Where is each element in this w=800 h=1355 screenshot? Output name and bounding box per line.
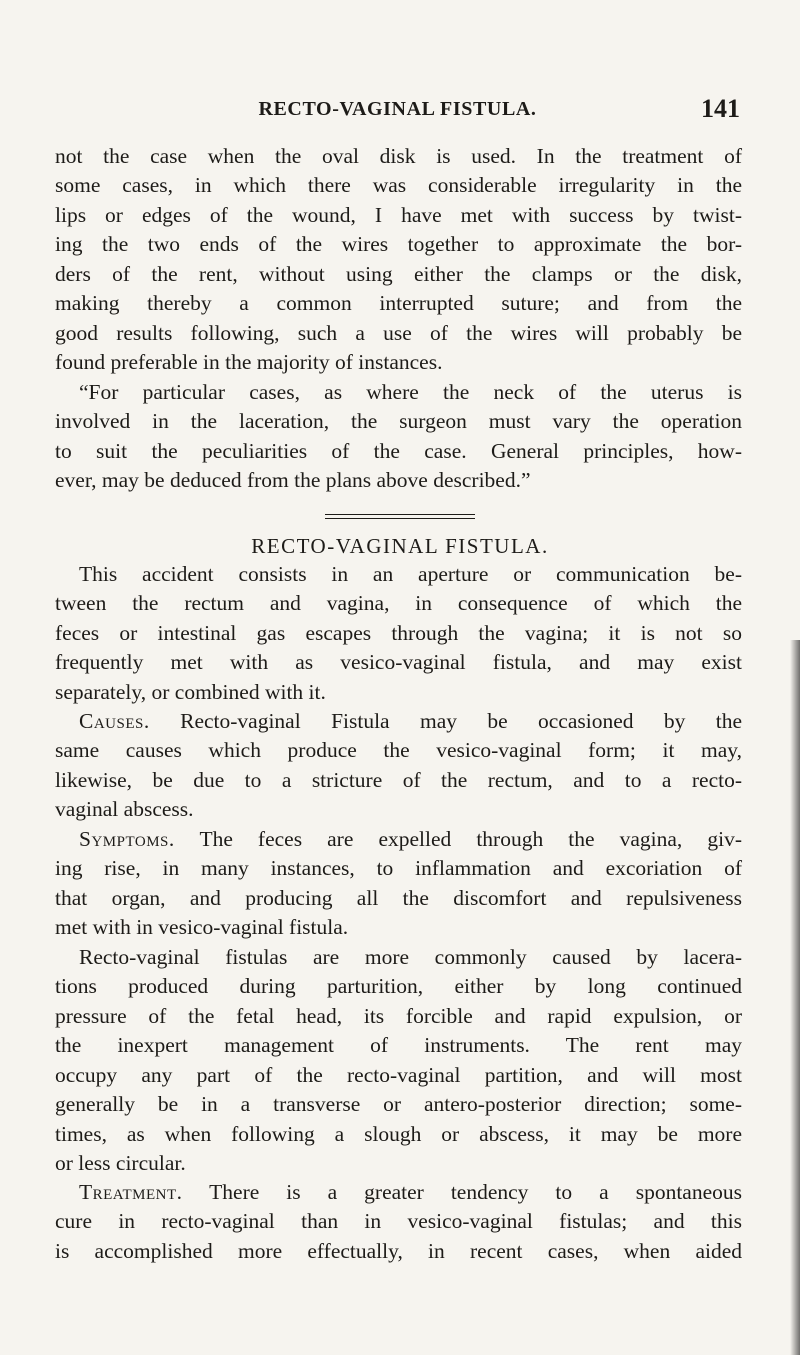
text-line: times, as when following a slough or abscess, it may be more bbox=[55, 1121, 742, 1146]
text-line: occupy any part of the recto-vaginal partition, and will most bbox=[55, 1062, 742, 1087]
treatment-first-line: There is a greater tendency to a spontaneous bbox=[209, 1180, 742, 1204]
paragraph-continuation bbox=[55, 142, 742, 378]
text-line: This accident consists in an aperture or communication be- bbox=[79, 562, 742, 586]
text-line bbox=[55, 707, 742, 736]
treatment-label: Treatment. bbox=[79, 1180, 183, 1204]
text-line bbox=[55, 1178, 742, 1207]
divider-line bbox=[325, 514, 475, 515]
divider-line bbox=[325, 518, 475, 519]
section-heading: RECTO-VAGINAL FISTULA. bbox=[251, 534, 549, 558]
causes-label: Causes. bbox=[79, 709, 150, 733]
text-line: separately, or combined with it. bbox=[55, 679, 326, 704]
text-line: ing rise, in many instances, to inflammation and excoriation of bbox=[55, 856, 742, 881]
text-line: pressure of the fetal head, its forcible and rapid expulsion, or bbox=[55, 1003, 742, 1028]
paragraph-causes bbox=[55, 707, 742, 825]
text-line: some cases, in which there was considerable irregularity in the bbox=[55, 173, 742, 198]
text-line: not the case when the oval disk is used. In the treatment of bbox=[55, 144, 742, 168]
text-line: same causes which produce the vesico-vaginal form; it may, bbox=[55, 738, 742, 763]
text-line: tween the rectum and vagina, in consequence of which the bbox=[55, 591, 742, 616]
text-line: tions produced during parturition, either by long continued bbox=[55, 974, 742, 999]
text-line: found preferable in the majority of instances. bbox=[55, 350, 443, 375]
text-line: likewise, be due to a stricture of the rectum, and to a recto- bbox=[55, 767, 742, 792]
text-line: that organ, and producing all the discomfort and repulsiveness bbox=[55, 885, 742, 910]
text-line: good results following, such a use of the wires will probably be bbox=[55, 320, 742, 345]
text-line: Recto-vaginal fistulas are more commonly caused by lacera- bbox=[79, 945, 742, 969]
text-line: “For particular cases, as where the neck of the uterus is bbox=[79, 380, 742, 404]
text-line: involved in the laceration, the surgeon must vary the operation bbox=[55, 409, 742, 434]
text-line: the inexpert management of instruments. The rent may bbox=[55, 1033, 742, 1058]
text-line: ever, may be deduced from the plans above described.” bbox=[55, 468, 531, 493]
text-line: or less circular. bbox=[55, 1151, 186, 1176]
text-line: is accomplished more effectually, in recent cases, when aided bbox=[55, 1238, 742, 1263]
symptoms-label: Symptoms. bbox=[79, 827, 175, 851]
text-line: generally be in a transverse or antero-posterior direction; some- bbox=[55, 1092, 742, 1117]
running-title: RECTO-VAGINAL FISTULA. bbox=[258, 98, 537, 120]
text-line: frequently met with as vesico-vaginal fistula, and may exist bbox=[55, 650, 742, 675]
text-line: ing the two ends of the wires together to approximate the bor- bbox=[55, 232, 742, 257]
text-line: met with in vesico-vaginal fistula. bbox=[55, 915, 349, 940]
text-line: to suit the peculiarities of the case. General principles, how- bbox=[55, 438, 742, 463]
paragraph-quotation bbox=[55, 378, 742, 496]
paragraph-lacerations bbox=[55, 943, 742, 1179]
text-line: vaginal abscess. bbox=[55, 797, 194, 822]
page-number: 141 bbox=[701, 94, 740, 123]
text-line: ders of the rent, without using either the clamps or the disk, bbox=[55, 261, 742, 286]
page-edge-shadow bbox=[790, 640, 800, 1355]
paragraph-symptoms bbox=[55, 825, 742, 943]
symptoms-first-line: The feces are expelled through the vagina, giv- bbox=[199, 827, 742, 851]
text-line: feces or intestinal gas escapes through the vagina; it is not so bbox=[55, 620, 742, 645]
paragraph-definition bbox=[55, 560, 742, 707]
text-line: lips or edges of the wound, I have met with success by twist- bbox=[55, 202, 742, 227]
text-line: making thereby a common interrupted suture; and from the bbox=[55, 291, 742, 316]
causes-first-line: Recto-vaginal Fistula may be occasioned by the bbox=[180, 709, 743, 733]
section-divider bbox=[0, 514, 800, 522]
text-line bbox=[55, 825, 742, 854]
paragraph-treatment bbox=[55, 1178, 742, 1266]
text-line: cure in recto-vaginal than in vesico-vaginal fistulas; and this bbox=[55, 1209, 742, 1234]
running-head bbox=[55, 96, 740, 126]
